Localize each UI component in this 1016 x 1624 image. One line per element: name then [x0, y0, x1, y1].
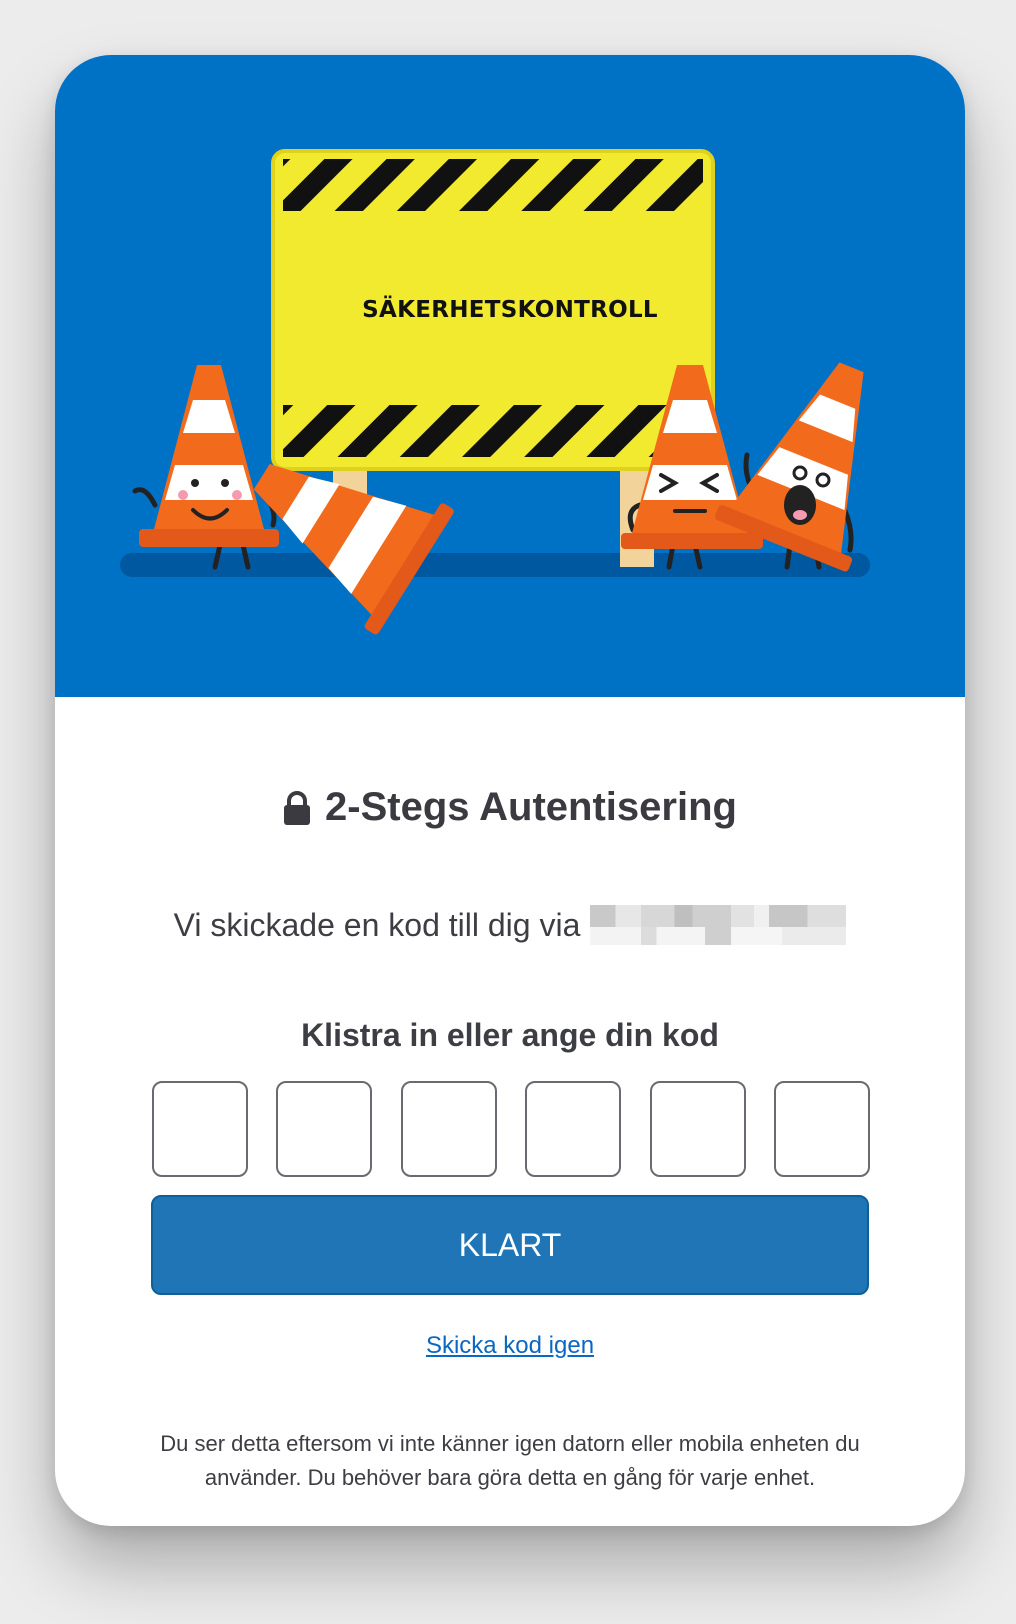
title-text: 2-Stegs Autentisering — [325, 785, 737, 829]
sent-text: Vi skickade en kod till dig via — [173, 906, 581, 943]
code-digit-6[interactable] — [774, 1081, 870, 1177]
code-digit-3[interactable] — [401, 1081, 497, 1177]
hero-illustration — [55, 55, 965, 697]
sent-message — [55, 905, 965, 945]
code-digit-1[interactable] — [152, 1081, 248, 1177]
page-title — [55, 785, 965, 830]
construction-illustration — [55, 55, 965, 697]
code-input-group — [152, 1081, 870, 1181]
resend-container — [55, 1332, 965, 1360]
code-digit-2[interactable] — [276, 1081, 372, 1177]
resend-code-link[interactable]: Skicka kod igen — [425, 1332, 595, 1359]
footnote: Du ser detta eftersom vi inte känner igen datorn eller mobila enheten du använder. Du behöver bara göra detta en gång för varje enhet. — [160, 1431, 860, 1490]
sign-text: SÄKERHETSKONTROLL — [362, 297, 658, 323]
code-digit-4[interactable] — [525, 1081, 621, 1177]
lock-icon — [283, 791, 311, 825]
submit-button[interactable]: KLART — [151, 1195, 869, 1295]
cone-happy-icon — [135, 365, 279, 567]
code-digit-5[interactable] — [650, 1081, 746, 1177]
masked-contact — [590, 905, 846, 945]
ground-shadow — [120, 553, 870, 577]
code-prompt: Klistra in eller ange din kod — [301, 1017, 719, 1053]
auth-card — [55, 55, 965, 1526]
